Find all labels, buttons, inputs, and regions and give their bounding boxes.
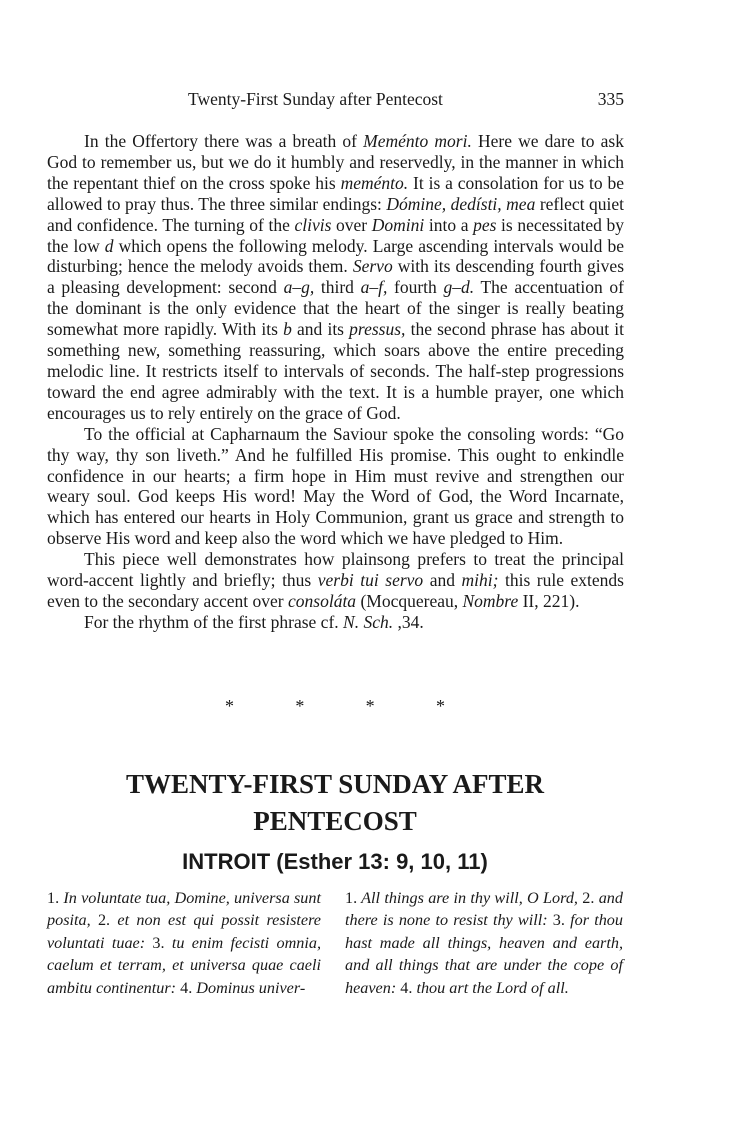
italic-run: Nombre (462, 590, 519, 611)
text-run: fourth (387, 277, 444, 298)
text-run: (Mocquereau, (356, 590, 463, 611)
italic-run: pressus, (349, 319, 406, 340)
verse-number: 4. (180, 978, 193, 997)
text-run: this rule extends even to the secondary accent over (47, 570, 624, 611)
section-separator (225, 696, 445, 718)
paragraph-word-accent (47, 549, 624, 612)
text-run: and (423, 570, 462, 591)
italic-run: consoláta (288, 590, 357, 611)
verse-number: 3. (552, 911, 565, 930)
text-run: and its (291, 319, 350, 340)
italic-run: Meménto mori. (363, 131, 472, 151)
paragraph-rhythm-note (47, 612, 624, 633)
text-run: into a (424, 214, 474, 235)
text-run: To the official at Capharnaum the Saviour spoke the consoling words: “Go thy way, thy son liveth.” And he fulfilled His promise. This ought to enkindle confidence in our hearts; a firm hope in Him must revive and strengthen our weary soul. God keeps His word! May the Word of God, the Word Incarnate, which has entered our hearts in Holy Communion, grant us grace and strength to observe His word and keep also the word which we have pledged to Him. (47, 423, 624, 549)
section-title (60, 766, 610, 840)
italic-run: a–f, (360, 277, 388, 298)
italic-run: Servo (352, 256, 393, 277)
italic-run: verbi tui servo (317, 570, 424, 591)
section-title-line2: PENTECOST (253, 806, 417, 836)
body-text (47, 131, 624, 633)
italic-run: meménto. (340, 172, 409, 193)
italic-run: a–g, (283, 277, 315, 298)
italic-run: g–d. (443, 277, 475, 298)
english-column (345, 887, 623, 999)
verse-text: and there is none to resist thy will: (345, 889, 623, 930)
text-run: In the Offertory there was a breath of (84, 131, 364, 151)
verse-text: Dominus univer- (192, 978, 306, 997)
text-run: This piece well demonstrates how plainsong prefers to treat the principal word-accent lightly and briefly; thus (47, 549, 624, 591)
verse-number: 1. (47, 889, 60, 907)
italic-run: Dómine, dedísti, mea (386, 193, 536, 214)
separator-asterisk: * (435, 696, 445, 716)
italic-run: pes (473, 214, 497, 235)
italic-run: b (283, 319, 292, 340)
paragraph-offertory-commentary (47, 131, 624, 424)
verse-number: 2. (97, 911, 111, 930)
text-run: ,34. (393, 611, 424, 632)
verse-number: 3. (152, 933, 165, 952)
verse-number: 1. (345, 889, 358, 907)
running-header (48, 89, 624, 111)
text-run: The accentuation of the dominant is the only evidence that the heart of the singer is really beating somewhat more rapidly. With its (47, 277, 624, 340)
verse-text: All things are in thy will, O Lord, (357, 889, 583, 907)
paragraph-capharnaum (47, 424, 624, 549)
running-title: Twenty-First Sunday after Pentecost (188, 89, 443, 109)
text-run: Here we dare to ask God to remember us, but we do it humbly and reservedly, in the manner in which the repentant thief on the cross spoke his (47, 131, 624, 193)
verse-text: tu enim fecisti omnia, caelum et terram, et universa quae caeli ambitu continentur: (47, 933, 322, 997)
verse-text: thou art the Lord of all. (412, 978, 569, 997)
verse-text: et non est qui possit resistere voluntati tuae: (47, 911, 321, 952)
verse-text: In voluntate tua, Domine, universa sunt posita, (47, 889, 321, 930)
separator-asterisk: * (365, 696, 375, 716)
text-run: It is a consolation for us to be allowed to pray thus. The three similar endings: (47, 172, 624, 214)
latin-column (47, 887, 321, 999)
text-run: is necessitated by the low (47, 214, 624, 256)
italic-run: Domini (371, 214, 425, 235)
text-run: which opens the following melody. Large ascending intervals would be disturbing; hence the melody avoids them. (47, 235, 624, 277)
introit-heading: INTROIT (Esther 13: 9, 10, 11) (182, 849, 488, 874)
italic-run: mihi; (461, 570, 499, 591)
text-run: third (314, 277, 361, 298)
separator-asterisk: * (295, 696, 305, 716)
verse-number: 2. (582, 889, 595, 907)
text-run: with its descending fourth gives a pleasing development: second (47, 256, 625, 298)
text-run: reflect quiet and confidence. The turning of the (47, 193, 624, 235)
italic-run: d (104, 235, 114, 256)
text-run: II, 221). (518, 590, 580, 611)
page-number: 335 (597, 89, 624, 109)
text-run: over (331, 214, 372, 235)
section-title-line1: TWENTY-FIRST SUNDAY AFTER (125, 769, 545, 799)
verse-text: for thou hast made all things, heaven and earth, and all things that are under the cope of heaven: (345, 911, 623, 997)
italic-run: N. Sch. (343, 611, 394, 632)
italic-run: clivis (294, 214, 332, 235)
separator-asterisk: * (225, 696, 234, 716)
verse-number: 4. (400, 978, 413, 997)
text-run: For the rhythm of the first phrase cf. (84, 611, 344, 632)
text-run: the second phrase has about it something new, something reassuring, which soars above the entire preceding melodic line. It restricts itself to intervals of seconds. The half-step progressions toward the end agree admirably with the text. It is a humble prayer, one which encourages us to rely entirely on the grace of God. (47, 319, 625, 423)
